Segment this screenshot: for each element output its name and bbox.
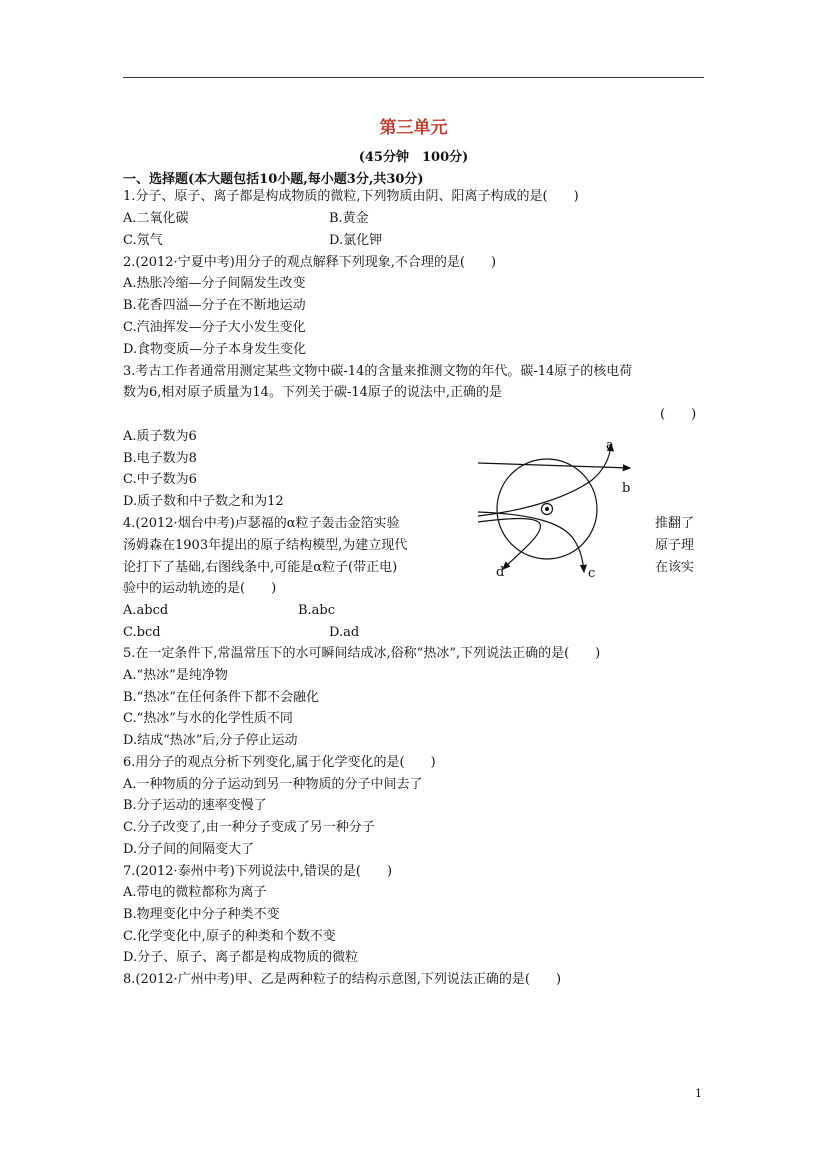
question-5-option-a: A.“热冰”是纯净物	[123, 668, 228, 683]
question-6-option-a: A.一种物质的分子运动到另一种物质的分子中间去了	[123, 777, 423, 792]
question-7-stem: 7.(2012·泰州中考)下列说法中,错误的是( )	[123, 864, 393, 879]
question-6-option-b: B.分子运动的速率变慢了	[123, 798, 267, 813]
question-1-option-c: C.氖气	[123, 233, 163, 248]
question-3-stem-line2: 数为6,相对原子质量为14。下列关于碳-14原子的说法中,正确的是	[123, 385, 503, 400]
question-6-option-d: D.分子间的间隔变大了	[123, 842, 255, 857]
question-5-stem: 5.在一定条件下,常温常压下的水可瞬间结成冰,俗称“热冰”,下列说法正确的是( )	[123, 646, 601, 661]
question-4-stem-line2: 汤姆森在1903年提出的原子结构模型,为建立现代	[123, 538, 408, 553]
label-c: c	[588, 566, 596, 581]
question-3-answer-blank: ( )	[660, 407, 697, 422]
page-number: 1	[695, 1087, 702, 1100]
question-7-option-d: D.分子、原子、离子都是构成物质的微粒	[123, 950, 359, 965]
page-subtitle: (45分钟 100分)	[358, 150, 469, 165]
question-3-option-d: D.质子数和中子数之和为12	[123, 494, 284, 509]
question-5-option-d: D.结成“热冰”后,分子停止运动	[123, 733, 298, 748]
label-a: a	[606, 438, 614, 453]
question-1-option-a: A.二氧化碳	[123, 211, 189, 226]
page-title: 第三单元	[379, 118, 448, 138]
question-1-option-b: B.黄金	[329, 211, 369, 226]
header-rule	[123, 77, 704, 78]
question-3-stem-line1: 3.考古工作者通常用测定某些文物中碳-14的含量来推测文物的年代。碳-14原子的核电荷	[123, 364, 633, 379]
label-d: d	[496, 565, 505, 580]
question-1-option-d: D.氯化钾	[329, 233, 383, 248]
alpha-scattering-figure	[470, 432, 650, 587]
question-4-stem-line1: 4.(2012·烟台中考)卢瑟福的α粒子轰击金箔实验	[123, 516, 400, 531]
question-4-stem-right2: 原子理	[655, 538, 695, 553]
question-5-option-b: B.“热冰”在任何条件下都不会融化	[123, 690, 319, 705]
question-2-option-b: B.花香四溢—分子在不断地运动	[123, 298, 306, 313]
question-2-stem: 2.(2012·宁夏中考)用分子的观点解释下列现象,不合理的是( )	[123, 255, 497, 270]
question-4-option-b: B.abc	[298, 603, 336, 618]
question-2-option-c: C.汽油挥发—分子大小发生变化	[123, 320, 306, 335]
question-1-stem: 1.分子、原子、离子都是构成物质的微粒,下列物质由阴、阳离子构成的是( )	[123, 189, 579, 204]
label-b: b	[622, 481, 631, 496]
question-3-option-c: C.中子数为6	[123, 472, 197, 487]
trajectory-a	[478, 444, 611, 516]
trajectory-d	[478, 519, 540, 570]
question-4-stem-line3: 论打下了基础,右图线条中,可能是α粒子(带正电)	[123, 560, 398, 575]
question-3-option-b: B.电子数为8	[123, 451, 197, 466]
question-8-stem: 8.(2012·广州中考)甲、乙是两种粒子的结构示意图,下列说法正确的是( )	[123, 972, 562, 987]
question-7-option-a: A.带电的微粒都称为离子	[123, 885, 267, 900]
question-4-stem-right1: 推翻了	[655, 516, 695, 531]
question-4-option-a: A.abcd	[123, 603, 169, 618]
question-4-option-d: D.ad	[329, 625, 360, 640]
section-heading: 一、选择题(本大题包括10小题,每小题3分,共30分)	[123, 172, 424, 187]
question-3-option-a: A.质子数为6	[123, 429, 197, 444]
question-5-option-c: C.“热冰”与水的化学性质不同	[123, 711, 293, 726]
question-7-option-b: B.物理变化中分子种类不变	[123, 907, 280, 922]
question-6-option-c: C.分子改变了,由一种分子变成了另一种分子	[123, 820, 375, 835]
question-2-option-d: D.食物变质—分子本身发生变化	[123, 342, 307, 357]
question-7-option-c: C.化学变化中,原子的种类和个数不变	[123, 929, 336, 944]
question-6-stem: 6.用分子的观点分析下列变化,属于化学变化的是( )	[123, 755, 436, 770]
nucleus-dot	[545, 507, 549, 511]
trajectory-b	[478, 463, 630, 468]
question-4-stem-line4: 验中的运动轨迹的是( )	[123, 581, 277, 596]
question-2-option-a: A.热胀冷缩—分子间隔发生改变	[123, 276, 306, 291]
question-4-option-c: C.bcd	[123, 625, 161, 640]
question-4-stem-right3: 在该实	[655, 560, 695, 575]
